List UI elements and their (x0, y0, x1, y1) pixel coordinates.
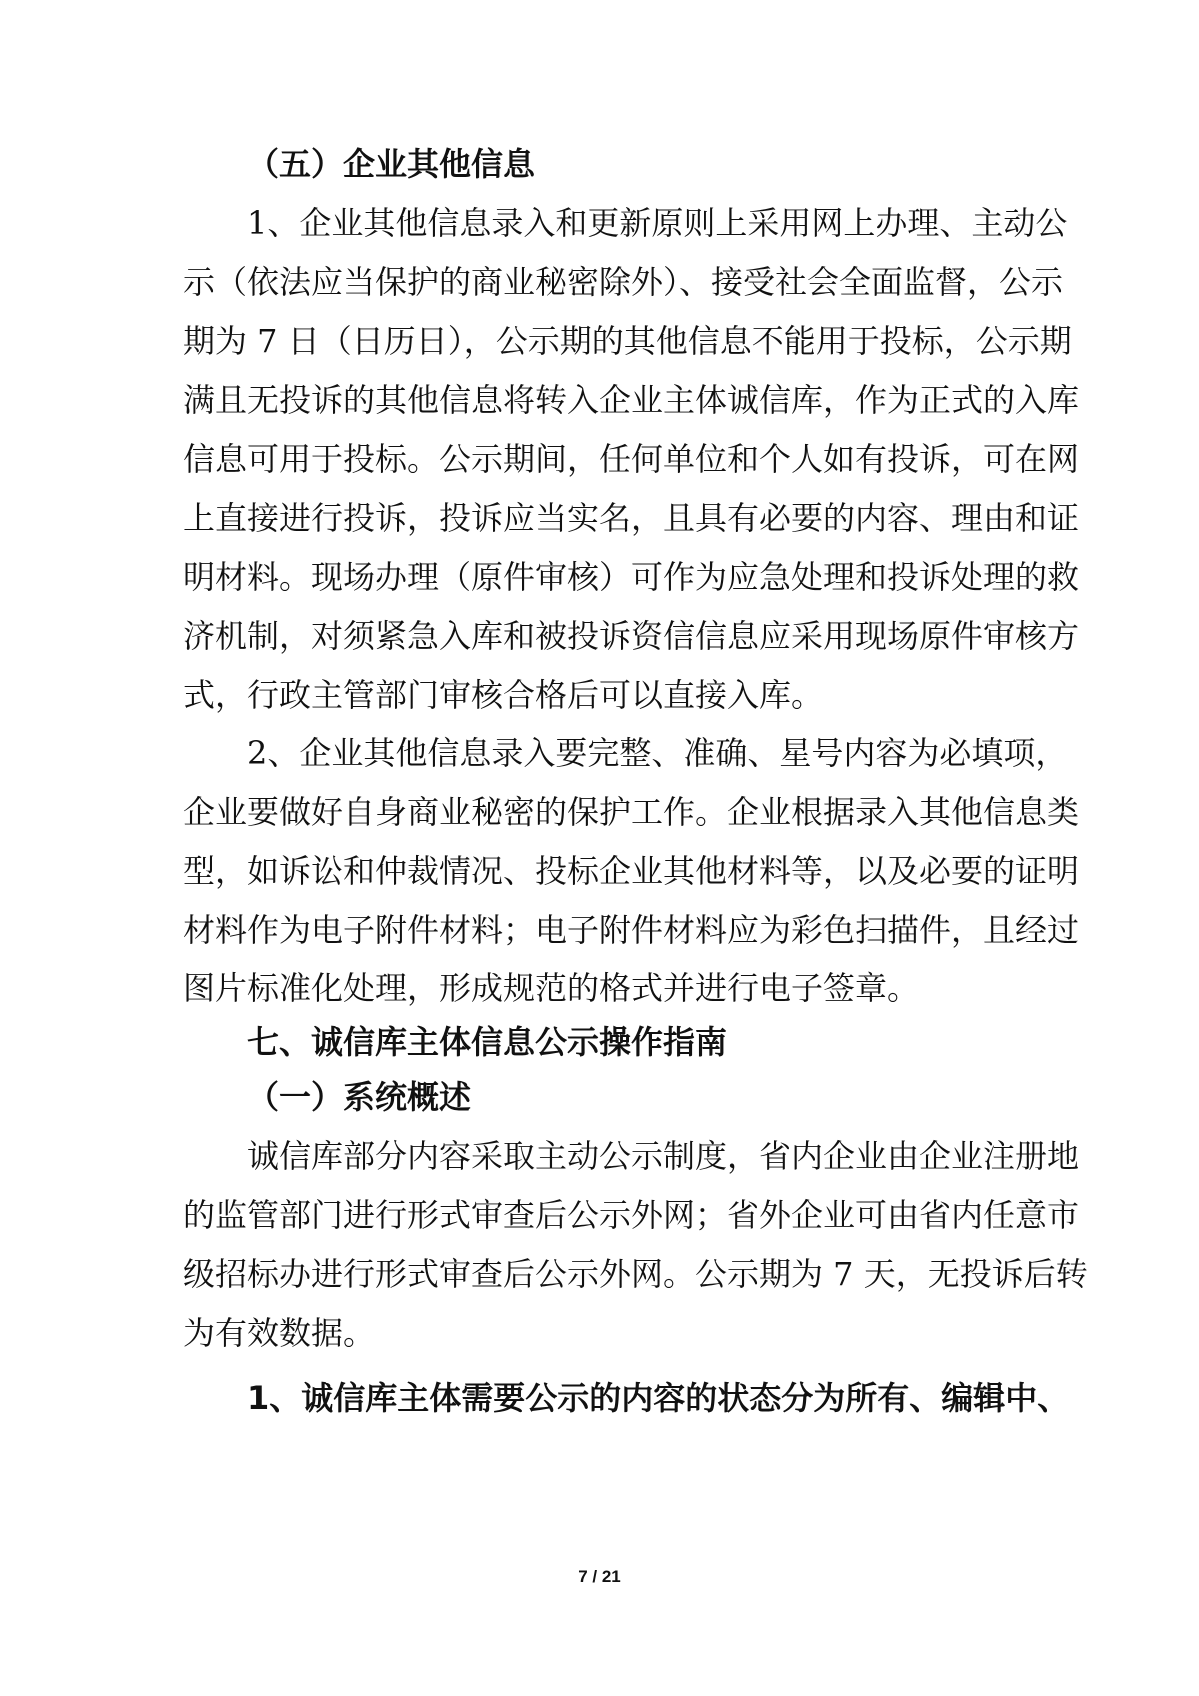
section-7-subheading: （一）系统概述 (247, 1078, 472, 1116)
paragraph-line: 企业要做好自身商业秘密的保护工作。企业根据录入其他信息类 (183, 793, 1080, 831)
section-7-item-1: 1、诚信库主体需要公示的内容的状态分为所有、编辑中、 (247, 1379, 1070, 1417)
paragraph-line: 示（依法应当保护的商业秘密除外）、接受社会全面监督，公示 (183, 263, 1064, 301)
section-5-heading: （五）企业其他信息 (247, 145, 536, 183)
section-7-heading: 七、诚信库主体信息公示操作指南 (247, 1023, 728, 1061)
paragraph-line: 济机制，对须紧急入库和被投诉资信信息应采用现场原件审核方 (183, 617, 1080, 655)
paragraph-line: 2、企业其他信息录入要完整、准确、星号内容为必填项， (247, 734, 1068, 772)
paragraph-line: 材料作为电子附件材料；电子附件材料应为彩色扫描件，且经过 (183, 911, 1080, 949)
paragraph-line: 上直接进行投诉，投诉应当实名，且具有必要的内容、理由和证 (183, 499, 1080, 537)
paragraph-line: 为有效数据。 (183, 1314, 376, 1352)
paragraph-line: 明材料。现场办理（原件审核）可作为应急处理和投诉处理的救 (183, 558, 1080, 596)
paragraph-line: 式，行政主管部门审核合格后可以直接入库。 (183, 676, 824, 714)
paragraph-line: 图片标准化处理，形成规范的格式并进行电子签章。 (183, 969, 920, 1007)
paragraph-line: 型，如诉讼和仲裁情况、投标企业其他材料等，以及必要的证明 (183, 852, 1080, 890)
paragraph-line: 信息可用于投标。公示期间，任何单位和个人如有投诉，可在网 (183, 440, 1080, 478)
paragraph-line: 期为 7 日（日历日），公示期的其他信息不能用于投标，公示期 (183, 322, 1072, 360)
paragraph-line: 的监管部门进行形式审查后公示外网；省外企业可由省内任意市 (183, 1196, 1080, 1234)
paragraph-line: 诚信库部分内容采取主动公示制度，省内企业由企业注册地 (247, 1137, 1080, 1175)
page-number: 7 / 21 (578, 1567, 621, 1586)
paragraph-line: 1、企业其他信息录入和更新原则上采用网上办理、主动公 (247, 204, 1068, 242)
paragraph-line: 满且无投诉的其他信息将转入企业主体诚信库，作为正式的入库 (183, 381, 1080, 419)
paragraph-line: 级招标办进行形式审查后公示外网。公示期为 7 天，无投诉后转 (183, 1255, 1088, 1293)
